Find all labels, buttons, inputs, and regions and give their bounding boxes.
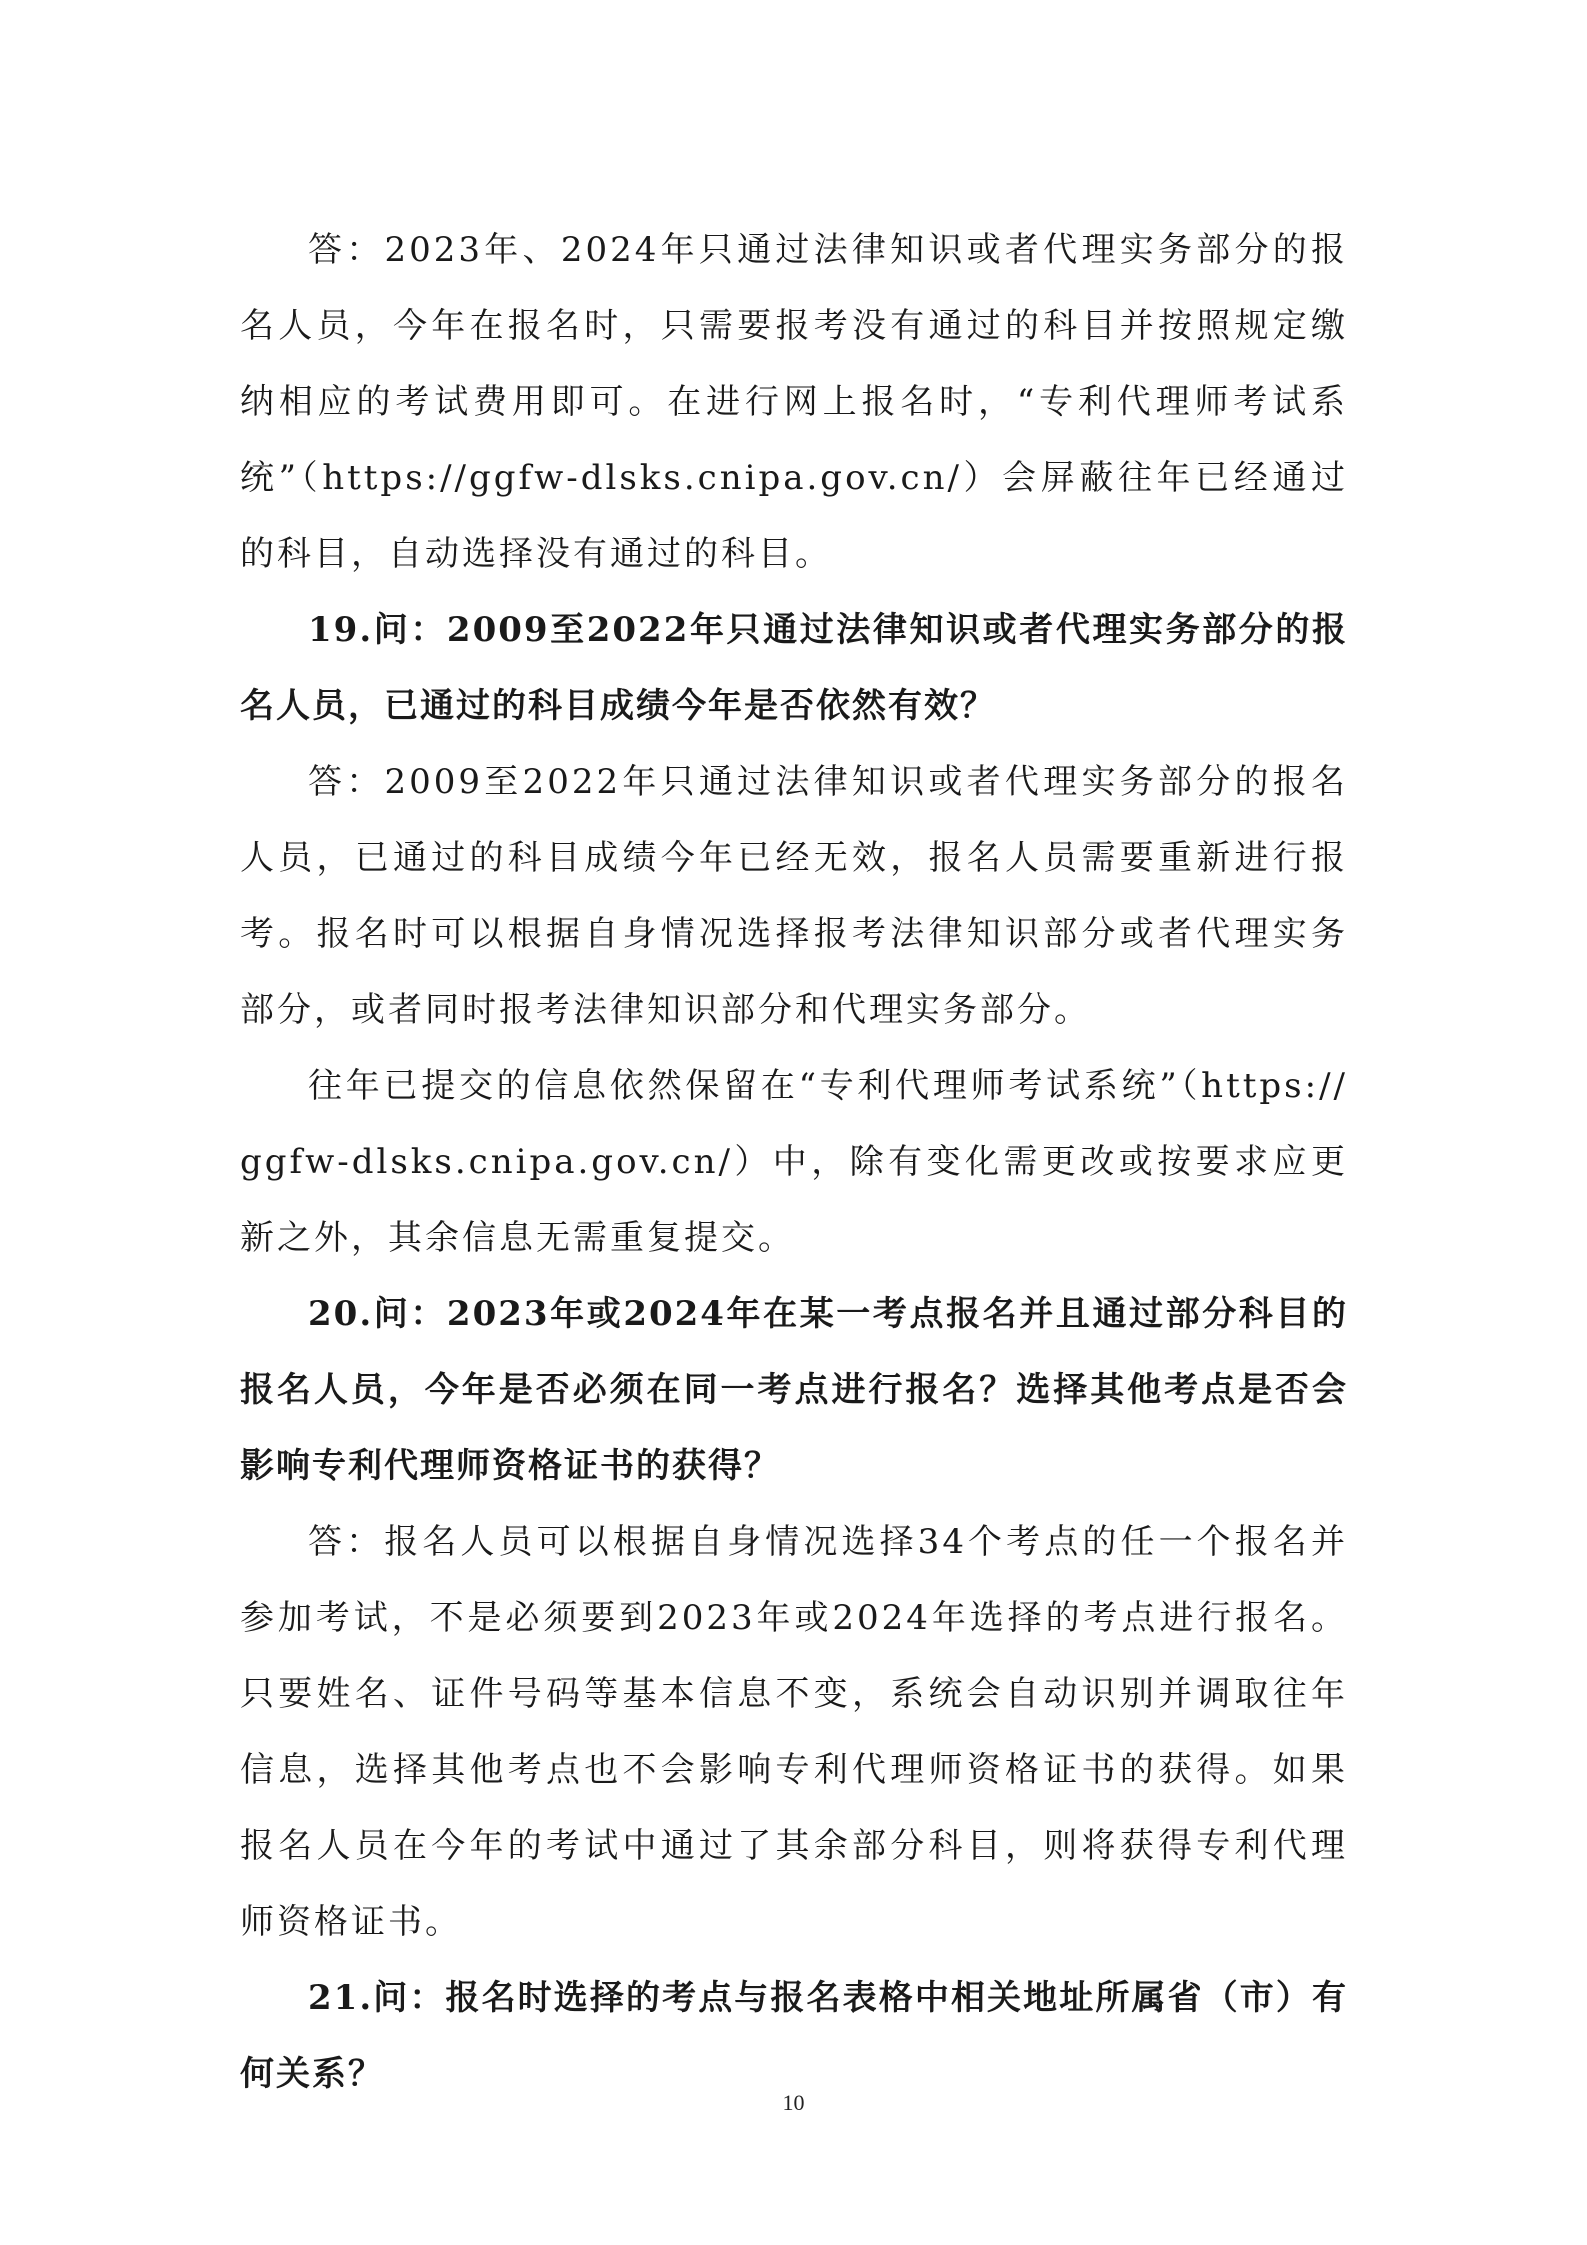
answer-20: 答：报名人员可以根据自身情况选择34个考点的任一个报名并参加考试，不是必须要到2023年或2024年选择的考点进行报名。只要姓名、证件号码等基本信息不变，系统会自动识别并调取往年信息，选择其他考点也不会影响专利代理师资格证书的获得。如果报名人员在今年的考试中通过了其余部分科目，则将获得专利代理师资格证书。 [240,1522,1348,1942]
answer-18: 答：2023年、2024年只通过法律知识或者代理实务部分的报名人员，今年在报名时，只需要报考没有通过的科目并按照规定缴纳相应的考试费用即可。在进行网上报名时，“专利代理师考试系统”（https://ggfw-dlsks.cnipa.gov.cn/）会屏蔽往年已经通过的科目，自动选择没有通过的科目。 [240,230,1348,574]
page-number: 10 [782,2090,805,2115]
answer-19-note: 往年已提交的信息依然保留在“专利代理师考试系统”（https://ggfw-dlsks.cnipa.gov.cn/）中，除有变化需更改或按要求应更新之外，其余信息无需重复提交。 [240,1066,1348,1258]
question-20: 20.问：2023年或2024年在某一考点报名并且通过部分科目的报名人员，今年是否必须在同一考点进行报名？选择其他考点是否会影响专利代理师资格证书的获得？ [240,1294,1348,1486]
answer-19: 答：2009至2022年只通过法律知识或者代理实务部分的报名人员，已通过的科目成绩今年已经无效，报名人员需要重新进行报考。报名时可以根据自身情况选择报考法律知识部分或者代理实务部分，或者同时报考法律知识部分和代理实务部分。 [240,762,1348,1030]
question-19: 19.问：2009至2022年只通过法律知识或者代理实务部分的报名人员，已通过的科目成绩今年是否依然有效？ [240,610,1348,726]
question-21: 21.问：报名时选择的考点与报名表格中相关地址所属省（市）有何关系？ [240,1978,1348,2094]
faq-content [240,212,1348,2112]
